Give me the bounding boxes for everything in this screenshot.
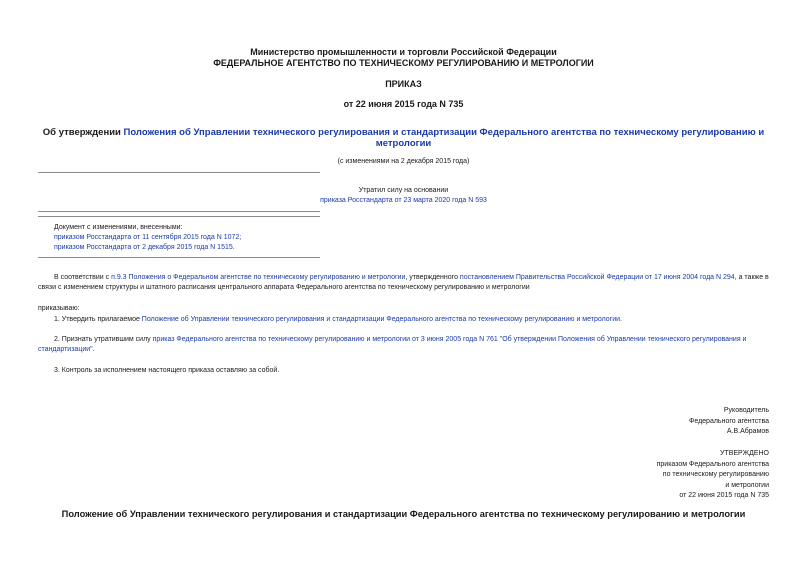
title-prefix: Об утверждении bbox=[42, 127, 124, 138]
changes-intro: Документ с изменениями, внесенными: bbox=[54, 224, 183, 231]
lapsed-link[interactable]: приказа Росстандарта от 23 марта 2020 года N 593 bbox=[320, 197, 487, 204]
preamble-text: , а также в связи с изменением структуры и штатного расписания центрального аппарата Федерального агентства по техническому регулированию и метрологии bbox=[38, 274, 769, 291]
ministry-name: Министерство промышленности и торговли Российской Федерации bbox=[250, 47, 557, 57]
approved-line: приказом Федерального агентства bbox=[656, 460, 769, 468]
changes-link-1[interactable]: приказом Росстандарта от 11 сентября 2015 года N 1072; bbox=[54, 234, 242, 241]
approved-block bbox=[657, 449, 769, 502]
preamble-link-regulation[interactable]: п.9.3 Положения о Федеральном агентстве по техническому регулированию и метрологии bbox=[111, 274, 406, 281]
preamble-text: , утвержденного bbox=[405, 274, 460, 281]
divider bbox=[38, 172, 320, 173]
item-1-text: . bbox=[620, 316, 622, 323]
agency-name: ФЕДЕРАЛЬНОЕ АГЕНТСТВО ПО ТЕХНИЧЕСКОМУ РЕГУЛИРОВАНИЮ И МЕТРОЛОГИИ bbox=[213, 58, 594, 68]
approved-line: по техническому регулированию bbox=[662, 471, 769, 478]
signature-line: А.В.Абрамов bbox=[726, 428, 769, 435]
item-1-text: 1. Утвердить прилагаемое bbox=[54, 316, 142, 323]
preamble-paragraph bbox=[38, 273, 770, 293]
item-3: 3. Контроль за исполнением настоящего приказа оставляю за собой. bbox=[54, 367, 280, 374]
approved-line: от 22 июня 2015 года N 735 bbox=[679, 492, 769, 499]
signature-block bbox=[689, 406, 769, 438]
changes-link-2[interactable]: приказом Росстандарта от 2 декабря 2015 года N 1515. bbox=[54, 244, 235, 251]
regulation-title: Положение об Управлении технического регулирования и стандартизации Федерального агентства по техническому регулированию и метрологии bbox=[61, 509, 746, 519]
divider bbox=[38, 216, 320, 217]
item-1 bbox=[38, 315, 770, 325]
order-word: приказываю: bbox=[38, 305, 80, 312]
doc-type: ПРИКАЗ bbox=[385, 79, 422, 89]
amendment-note: (с изменениями на 2 декабря 2015 года) bbox=[337, 158, 470, 165]
divider bbox=[38, 257, 320, 258]
doc-date-number: от 22 июня 2015 года N 735 bbox=[343, 99, 464, 109]
preamble-link-decree[interactable]: постановлением Правительства Российской Федерации от 17 июня 2004 года N 294 bbox=[459, 274, 735, 281]
approved-line: УТВЕРЖДЕНО bbox=[719, 450, 769, 457]
item-2 bbox=[38, 335, 770, 355]
preamble-text: В соответствии с bbox=[54, 274, 112, 281]
signature-line: Федерального агентства bbox=[689, 417, 769, 425]
divider bbox=[38, 211, 320, 212]
approved-line: и метрологии bbox=[725, 481, 769, 489]
item-2-text: 2. Признать утратившим силу bbox=[54, 336, 153, 343]
signature-line: Руководитель bbox=[723, 407, 769, 414]
document-title bbox=[40, 127, 767, 149]
item-1-link[interactable]: Положение об Управлении технического регулирования и стандартизации Федерального агентства по техническому регулированию и метрологии bbox=[141, 316, 621, 323]
item-2-link[interactable]: приказ Федерального агентства по техническому регулированию и метрологии от 3 июня 2005 года N 761 "Об утверждении Положения об Управлении технического регулирования и стандартизации" bbox=[38, 336, 747, 353]
title-link[interactable]: Положения об Управлении технического регулирования и стандартизации Федерального агентства по техническому регулированию и метрологии bbox=[123, 127, 765, 149]
item-2-text: . bbox=[92, 346, 95, 353]
lapsed-text: Утратил силу на основании bbox=[358, 187, 449, 194]
